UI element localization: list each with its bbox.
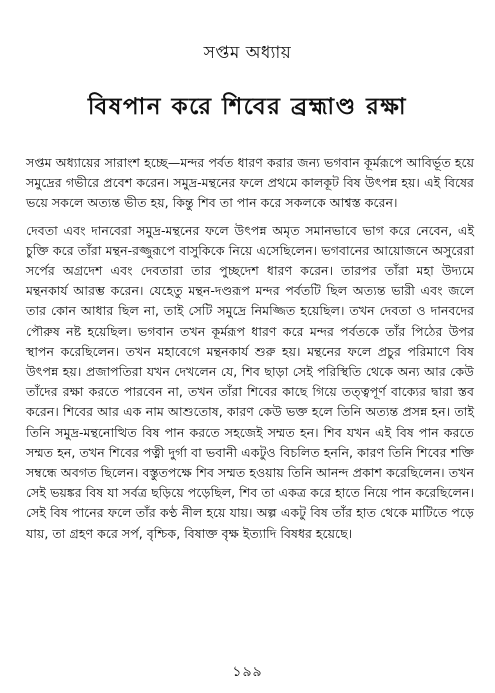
page-number: ১৯৯ (232, 664, 263, 680)
narrative-paragraph: দেবতা এবং দানবেরা সমুদ্র-মন্থনের ফলে উৎপন্ন অমৃত সমানভাবে ভাগ করে নেবেন, এই চুক্তি করে তাঁরা মন্থন-রজ্জুরূপে বাসুকিকে নিয়ে এসেছিলেন। ভগবানের আয়োজনে অসুরেরা সর্পের অগ্রদেশ এবং দেবতারা তার পুচ্ছদেশ ধারণ করেন। তারপর তাঁরা মহা উদ্যমে মন্থনকার্য আরম্ভ করেন। যেহেতু মন্থন-দণ্ডরূপ মন্দর পর্বতটি ছিল অত্যন্ত ভারী এবং জলে তার কোন আধার ছিল না, তাই সেটি সমুদ্রে নিমজ্জিত হয়েছিল। তখন দেবতা ও দানবদের পৌরুষ নষ্ট হয়েছিল। ভগবান তখন কূর্মরূপ ধারণ করে মন্দর পর্বতকে তাঁর পিঠের উপর স্থাপন করেছিলেন। তখন মহাবেগে মন্থনকার্য শুরু হয়। মন্থনের ফলে প্রচুর পরিমাণে বিষ উৎপন্ন হয়। প্রজাপতিরা যখন দেখলেন যে, শিব ছাড়া সেই পরিস্থিতি থেকে অন্য আর কেউ তাঁদের রক্ষা করতে পারবেন না, তখন তাঁরা শিবের কাছে গিয়ে তত্ত্বপূর্ণ বাক্যের দ্বারা স্তব করেন। শিবের আর এক নাম আশুতোষ, কারণ কেউ ভক্ত হলে তিনি অত্যন্ত প্রসন্ন হন। তাই তিনি সমুদ্র-মন্থনোত্থিত বিষ পান করতে সহজেই সম্মত হন। শিব যখন এই বিষ পান করতে সম্মত হন, তখন শিবের পত্নী দুর্গা বা ভবানী একটুও বিচলিত হননি, কারণ তিনি শিবের শক্তি সম্বন্ধে অবগত ছিলেন। বস্তুতপক্ষে শিব সম্মত হওয়ায় তিনি আনন্দ প্রকাশ করেছিলেন। তখন সেই ভয়ঙ্কর বিষ যা সর্বত্র ছড়িয়ে পড়েছিল, শিব তা একত্র করে হাতে নিয়ে পান করেছিলেন। সেই বিষ পানের ফলে তাঁর কণ্ঠ নীল হয়ে যায়। অল্প একটু বিষ তাঁর হাত থেকে মাটিতে পড়ে যায়, তা গ্রহণ করে সর্প, বৃশ্চিক, বিষাক্ত বৃক্ষ ইত্যাদি বিষধর হয়েছে। (26, 222, 474, 541)
chapter-title: বিষপান করে শিবের ব্রহ্মাণ্ড রক্ষা (87, 94, 408, 120)
summary-paragraph: সপ্তম অধ্যায়ের সারাংশ হচ্ছে—মন্দর পর্বত ধারণ করার জন্য ভগবান কূর্মরূপে আবির্ভূত হয়ে সমুদ্রের গভীরে প্রবেশ করেন। সমুদ্র-মন্থনের ফলে প্রথমে কালকূট বিষ উৎপন্ন হয়। এই বিষের ভয়ে সকলে অত্যন্ত ভীত হয়, কিন্তু শিব তা পান করে সকলকে আশ্বস্ত করেন। (26, 155, 474, 211)
body-text (26, 153, 474, 544)
chapter-heading: সপ্তম অধ্যায় (203, 43, 292, 63)
